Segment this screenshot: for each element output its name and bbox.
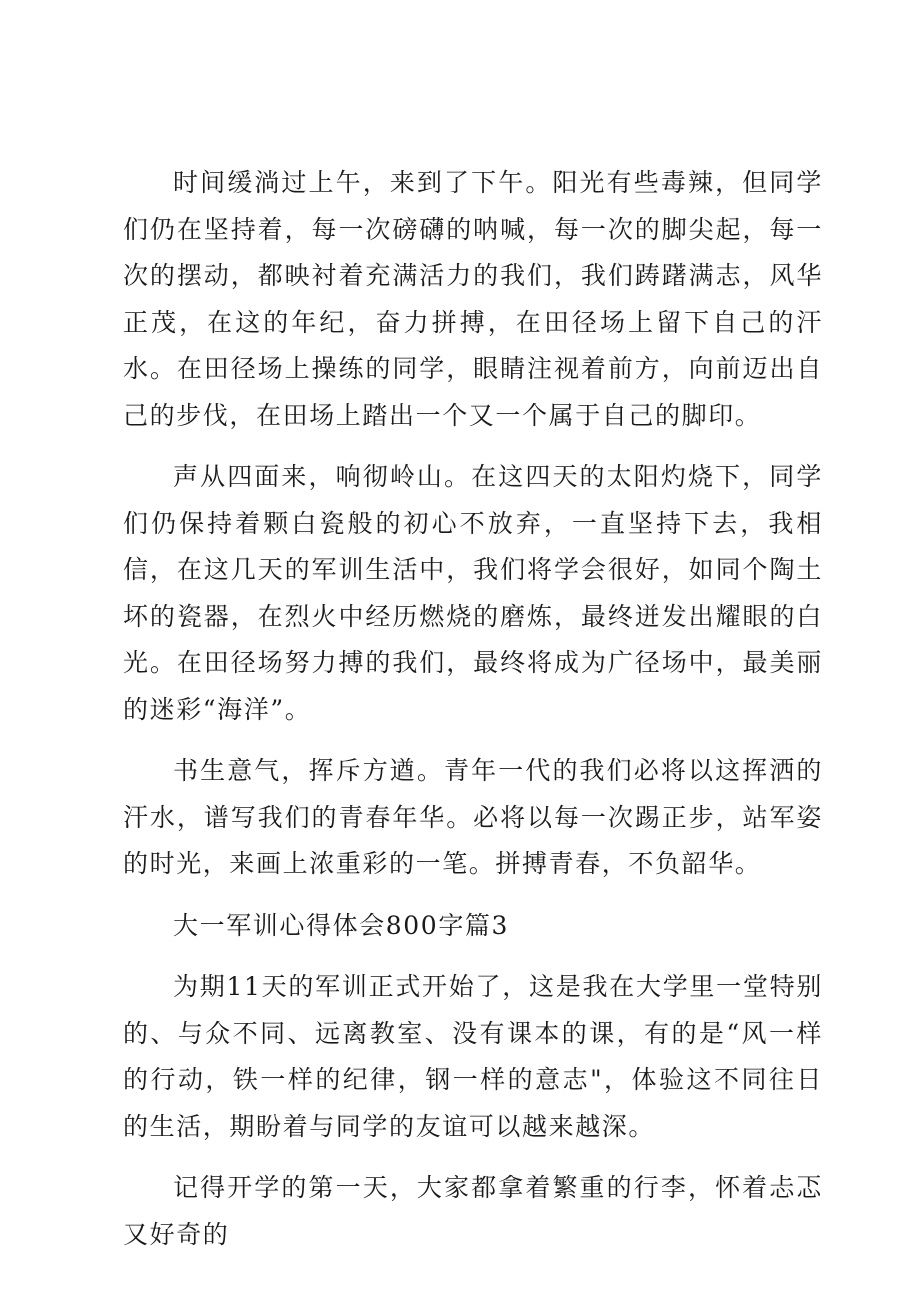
paragraph-youthful-spirit: 书生意气，挥斥方遒。青年一代的我们必将以这挥洒的汗水，谱写我们的青春年华。必将以每一次踢正步，站军姿的时光，来画上浓重彩的一笔。拼搏青春，不负韶华。 — [123, 756, 823, 878]
paragraph-afternoon-training: 时间缓淌过上午，来到了下午。阳光有些毒辣，但同学们仍在坚持着，每一次磅礴的呐喊，每一次的脚尖起，每一次的摆动，都映衬着充满活力的我们，我们踌躇满志，风华正茂，在这的年纪，奋力拼搏，在田径场上留下自己的汗水。在田径场上操练的同学，眼睛注视着前方，向前迈出自己的步伐，在田场上踏出一个又一个属于自己的脚印。 — [123, 168, 823, 430]
section-heading: 大一军训心得体会800字篇3 — [173, 910, 510, 940]
paragraph-training-begins: 为期11天的军训正式开始了，这是我在大学里一堂特别的、与众不同、远离教室、没有课本的课，有的是“风一样的行动，铁一样的纪律，钢一样的意志"，体验这不同往日的生活，期盼着与同学的友谊可以越来越深。 — [123, 972, 823, 1141]
paragraph-sound-echoes: 声从四面来，响彻岭山。在这四天的太阳灼烧下，同学们仍保持着颗白瓷般的初心不放弃，一直坚持下去，我相信，在这几天的军训生活中，我们将学会很好，如同个陶土坏的瓷器，在烈火中经历燃烧的磨炼，最终迸发出耀眼的白光。在田径场努力搏的我们，最终将成为广径场中，最美丽的迷彩“海洋”。 — [123, 462, 823, 724]
document-body — [123, 160, 823, 1273]
paragraph-first-day: 记得开学的第一天，大家都拿着繁重的行李，怀着忐忑又好奇的 — [123, 1173, 823, 1249]
